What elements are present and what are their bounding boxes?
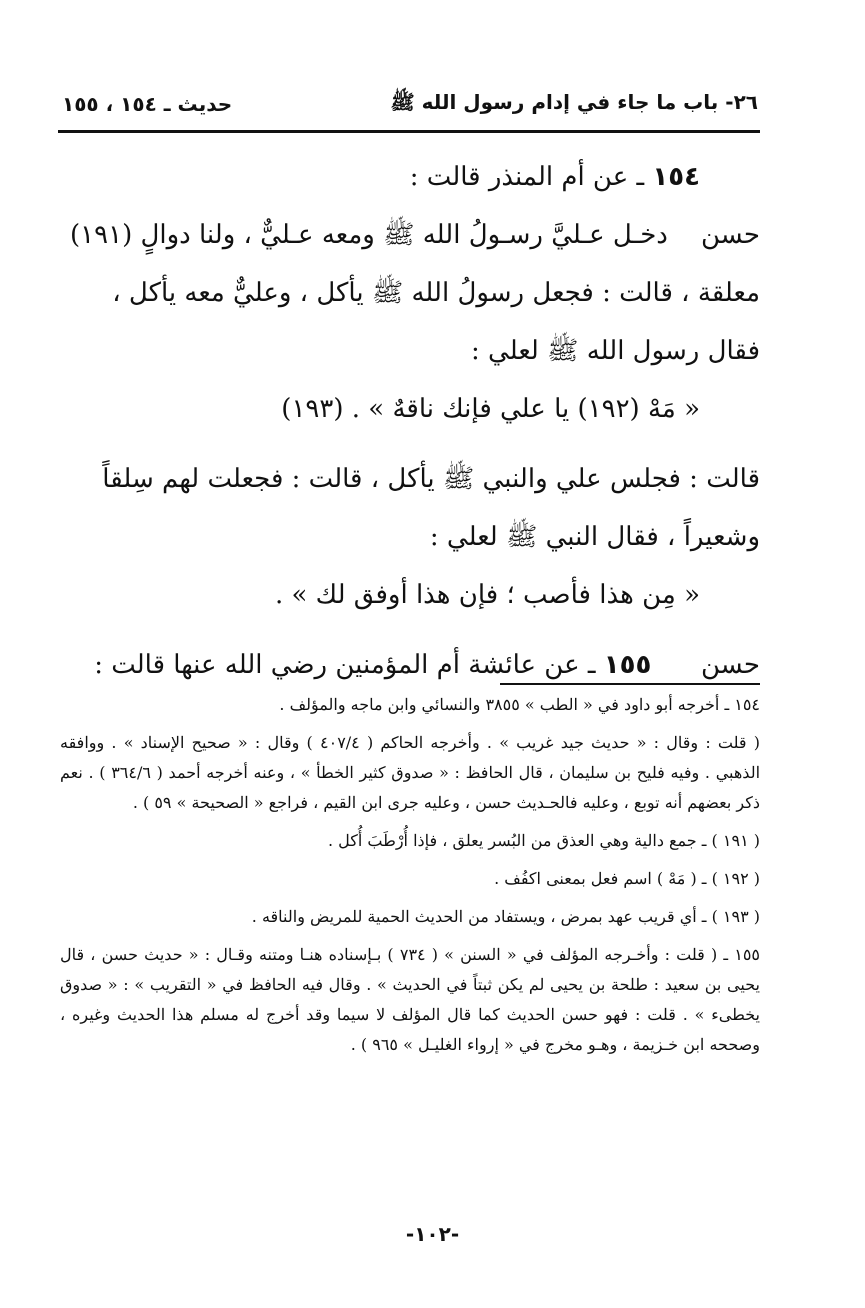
hadith-154-number: ١٥٤ bbox=[652, 162, 700, 192]
hadith-154-text-1: دخـل عـليَّ رسـولُ الله ﷺ ومعه عـليٌّ ، ولنا دوالٍ (١٩١) معلقة ، قالت : فجعل رسولُ الله ﷺ يأكل ، وعليٌّ معه يأكل ، فقال رسول الله ﷺ لعلي : bbox=[70, 220, 760, 366]
footnote-154-note: ( قلت : وقال : « حديث جيد غريب » . وأخرجه الحاكم ( ٤٠٧/٤ ) وقال : « صحيح الإسناد » . ووافقه الذهبي . وفيه فليح بن سليمان ، قال الحافظ : « صدوق كثير الخطأ » ، وعنه أخرجه أحمد ( ٣٦٤/٦ ) . نعم ذكر بعضهم أنه توبع ، وعليه فالحـديث حسن ، وعليه جرى ابن القيم ، فراجع « الصحيحة » ٥٩ ) . bbox=[60, 733, 761, 812]
running-header bbox=[62, 80, 758, 128]
footnote-192: ( ١٩٢ ) ـ ( مَهْ ) اسم فعل بمعنى اكفُف . bbox=[494, 869, 760, 888]
hadith-154-quote-2: « مِن هذا فأصب ؛ فإن هذا أوفق لك » . bbox=[274, 580, 700, 610]
hadith-155-heading bbox=[60, 636, 760, 694]
footnote-155: ١٥٥ ـ ( قلت : وأخـرجه المؤلف في « السنن » ( ٧٣٤ ) بـإسناده هنـا ومتنه وقـال : « حديث حسن ، قال يحيى بن سعيد : طلحة بن يحيى لم يكن ثبتاً في الحديث » . وقال فيه الحافظ في « التقريب » : « صدوق يخطىء » . قلت : فهو حسن الحديث كما قال المؤلف لا سيما وقد أخرج له مسلم هذا الحديث وغيره ، وصححه ابن خـزيمة ، وهـو مخرج في « إرواء الغليـل » ٩٦٥ ) . bbox=[60, 945, 761, 1054]
footnote-rule bbox=[500, 683, 760, 685]
header-rule bbox=[58, 130, 760, 133]
footnote-154: ١٥٤ ـ أخرجه أبو داود في « الطب » ٣٨٥٥ والنسائي وابن ماجه والمؤلف . bbox=[279, 695, 760, 714]
footnote-193: ( ١٩٣ ) ـ أي قريب عهد بمرض ، ويستفاد من الحديث الحمية للمريض والناقه . bbox=[251, 907, 760, 926]
header-hadith-range: حديث ـ ١٥٤ ، ١٥٥ bbox=[62, 92, 233, 116]
header-chapter-title: ٢٦- باب ما جاء في إدام رسول الله ﷺ bbox=[390, 89, 758, 114]
hadith-154-body-2: قالت : فجلس علي والنبي ﷺ يأكل ، قالت : فجعلت لهم سِلقاً وشعيراً ، فقال النبي ﷺ لعلي : bbox=[102, 464, 760, 552]
hadith-154-grade: حسن bbox=[700, 220, 760, 250]
main-text bbox=[60, 148, 760, 694]
hadith-154-quote-1: « مَهْ (١٩٢) يا علي فإنك ناقهٌ » . (١٩٣) bbox=[281, 394, 700, 424]
hadith-154-body-1 bbox=[60, 206, 760, 380]
footnote-191: ( ١٩١ ) ـ جمع دالية وهي العذق من البُسر يعلق ، فإذا أُرْطَبَ أُكل . bbox=[327, 831, 760, 850]
hadith-155-grade: حسن bbox=[700, 650, 760, 680]
hadith-155-number: ١٥٥ bbox=[603, 650, 652, 680]
page-number: -١٠٢- bbox=[405, 1222, 460, 1246]
hadith-154-intro: ـ عن أم المنذر قالت : bbox=[409, 162, 645, 192]
footnotes bbox=[60, 690, 760, 1060]
hadith-155-intro: ـ عن عائشة أم المؤمنين رضي الله عنها قالت : bbox=[94, 650, 596, 680]
hadith-154-heading bbox=[60, 148, 760, 206]
